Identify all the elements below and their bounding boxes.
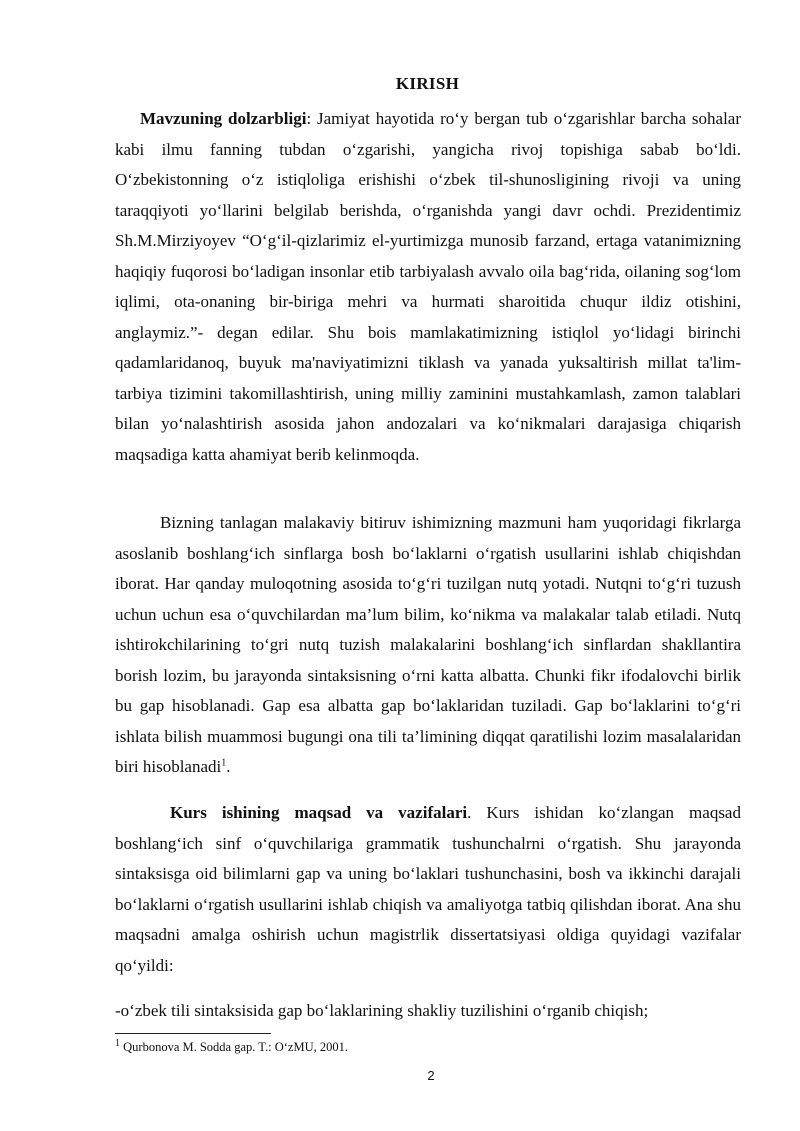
relevance-lead: Mavzuning dolzarbligi (140, 109, 307, 128)
paragraph-goals (115, 798, 741, 981)
footnote (115, 1037, 348, 1055)
paragraph-relevance (115, 104, 741, 470)
section-heading: KIRISH (395, 74, 460, 93)
footnote-separator (115, 1033, 271, 1034)
relevance-text: : Jamiyat hayotida ro‘y bergan tub o‘zgarishlar barcha sohalar kabi ilmu fanning tubdan o‘zgarishi, yangicha rivoj topishiga sabab bo‘ldi. O‘zbekistonning o‘z istiqloliga erishishi o‘zbek til-shunosligining rivoji va uning taraqqiyoti yo‘llarini belgilab berishda, o‘rganishda yangi davr ochdi. Prezidentimiz Sh.M.Mirziyoyev “O‘g‘il-qizlarimiz el-yurtimizga munosib farzand, ertaga vatanimizning haqiqiy fuqorosi bo‘ladigan insonlar etib tarbiyalash avvalo oila bag‘rida, oilaning sog‘lom iqlimi, ota-onaning bir-biriga mehri va hurmati sharoitida chuqur ildiz otishini, anglaymiz.”- degan edilar. Shu bois mamlakatimizning istiqlol yo‘lidagi birinchi qadamlaridanoq, buyuk ma'naviyatimizni tiklash va yanada yuksaltirish millat ta'lim-tarbiya tizimini takomillashtirish, uning milliy zaminini mustahkamlash, zamon talablari bilan yo‘nalashtirish asosida jahon andozalari va ko‘nikmalari darajasiga chiqarish maqsadiga katta ahamiyat berib kelinmoqda. (115, 109, 741, 464)
paragraph-content (115, 508, 741, 783)
footnote-reference[interactable]: 1 (221, 757, 227, 769)
goals-lead: Kurs ishining maqsad va vazifalari (170, 803, 468, 822)
footnote-text: Qurbonova M. Sodda gap. T.: O‘zMU, 2001. (120, 1040, 348, 1054)
page-number: 2 (427, 1068, 435, 1083)
footnote-number: 1 (115, 1037, 120, 1049)
content-end: . (226, 757, 231, 776)
task-list-item: -o‘zbek tili sintaksisida gap bo‘laklarining shakliy tuzilishini o‘rganib chiqish; (115, 1001, 649, 1020)
goals-text: . Kurs ishidan ko‘zlangan maqsad boshlang‘ich sinf o‘quvchilariga grammatik tushunchalrni o‘rgatish. Shu jarayonda sintaksisga oid bilimlarni gap va uning bo‘laklari tushunchasini, bosh va ikkinchi darajali bo‘laklarni o‘rgatish usullarini ishlab chiqish va amaliyotga tatbiq qilishdan iborat. Ana shu maqsadni amalga oshirish uchun magistrlik dissertatsiyasi oldiga quyidagi vazifalar qo‘yildi: (115, 803, 741, 975)
content-text: Bizning tanlagan malakaviy bitiruv ishimizning mazmuni ham yuqoridagi fikrlarga asoslanib boshlang‘ich sinflarga bosh bo‘laklarni o‘rgatish usullarini ishlab chiqishdan iborat. Har qanday muloqotning asosida to‘g‘ri tuzilgan nutq yotadi. Nutqni to‘g‘ri tuzush uchun uchun esa o‘quvchilardan ma’lum bilim, ko‘nikma va malakalar talab etiladi. Nutq ishtirokchilarining to‘gri nutq tuzish malakalarini boshlang‘ich sinflardan shakllantira borish lozim, bu jarayonda sintaksisning o‘rni katta albatta. Chunki fikr ifodalovchi birlik bu gap hisoblanadi. Gap esa albatta gap bo‘laklaridan tuziladi. Gap bo‘laklarini to‘g‘ri ishlata bilish muammosi bugungi ona tili ta’limining diqqat qaratilishi lozim masalalaridan biri hisoblanadi (115, 513, 741, 776)
